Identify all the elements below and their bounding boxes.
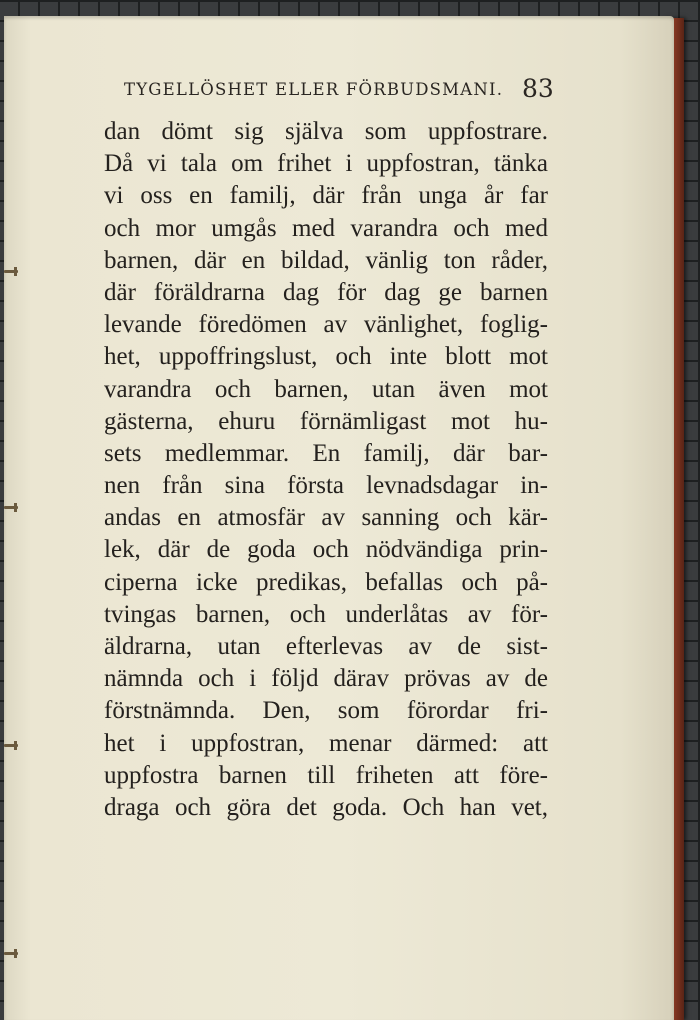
text-line: och mor umgås med varandra och med	[104, 214, 548, 242]
text-line: gästerna, ehuru förnämligast mot hu-	[104, 407, 548, 435]
text-line: lek, där de goda och nödvändiga prin-	[104, 536, 548, 564]
text-line: nämnda och i följd därav prövas av de	[104, 665, 548, 693]
text-line: tvingas barnen, och underlåtas av för-	[104, 600, 548, 628]
text-line: vi oss en familj, där från unga år far	[104, 182, 548, 210]
running-head-title: TYGELLÖSHET ELLER FÖRBUDSMANI.	[124, 80, 504, 99]
text-line: dan dömt sig själva som uppfostrare.	[104, 118, 548, 145]
text-line: förstnämnda. Den, som förordar fri-	[104, 697, 548, 725]
running-head	[100, 74, 554, 104]
text-line: barnen, där en bildad, vänlig ton råder,	[104, 246, 548, 274]
text-line: äldrarna, utan efterlevas av de sist-	[104, 633, 548, 660]
binding-stitch-mark	[4, 744, 18, 747]
text-line: uppfostra barnen till friheten att före-	[104, 761, 548, 789]
text-line: andas en atmosfär av sanning och kär-	[104, 504, 548, 532]
text-line: Då vi tala om frihet i uppfostran, tänka	[104, 150, 548, 178]
binding-stitch-mark	[4, 270, 18, 273]
page-number: 83	[522, 74, 554, 103]
text-line: levande föredömen av vänlighet, foglig-	[104, 311, 548, 339]
text-line: het i uppfostran, menar därmed: att	[104, 729, 548, 757]
text-line: het, uppoffringslust, och inte blott mot	[104, 343, 548, 371]
text-line: sets medlemmar. En familj, där bar-	[104, 439, 548, 467]
text-line: draga och göra det goda. Och han vet,	[104, 793, 548, 821]
binding-stitch-mark	[4, 506, 18, 509]
text-line: nen från sina första levnadsdagar in-	[104, 472, 548, 500]
text-line: varandra och barnen, utan även mot	[104, 375, 548, 403]
text-line: där föräldrarna dag för dag ge barnen	[104, 278, 548, 306]
text-line: ciperna icke predikas, befallas och på-	[104, 568, 548, 596]
binding-stitch-mark	[4, 952, 18, 955]
body-text	[104, 116, 548, 824]
